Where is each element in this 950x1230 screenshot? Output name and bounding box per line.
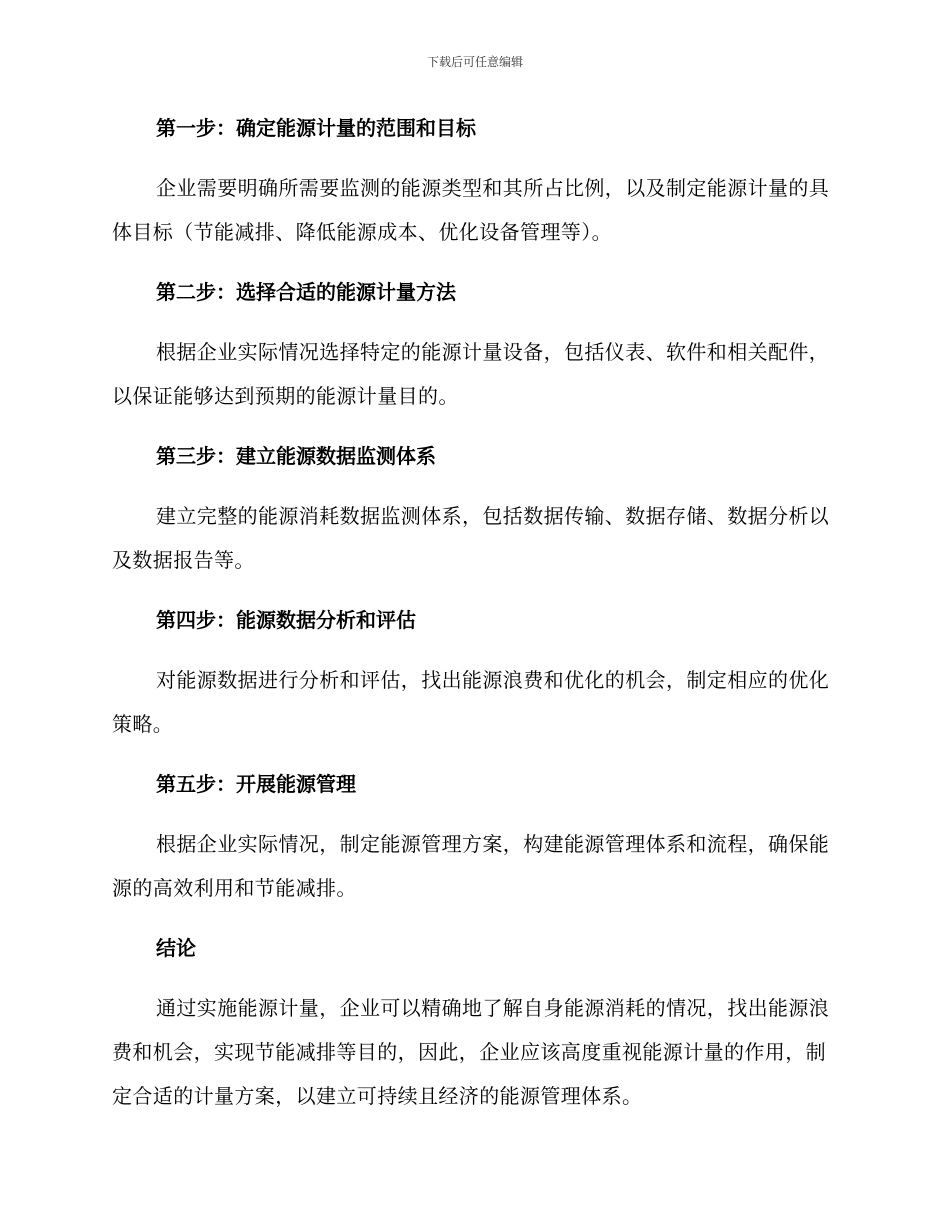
page-header: 下载后可任意编辑	[426, 55, 523, 69]
section-heading-step-2: 第二步：选择合适的能源计量方法	[156, 280, 456, 304]
section-paragraph-step-5: 根据企业实际情况，制定能源管理方案，构建能源管理体系和流程，确保能源的高效利用和节能减排。	[112, 832, 830, 900]
section-heading-step-5: 第五步：开展能源管理	[156, 772, 356, 796]
section-paragraph-conclusion: 通过实施能源计量，企业可以精确地了解自身能源消耗的情况，找出能源浪费和机会，实现节能减排等目的，因此，企业应该高度重视能源计量的作用，制定合适的计量方案，以建立可持续且经济的能源管理体系。	[112, 996, 830, 1108]
section-heading-step-1: 第一步：确定能源计量的范围和目标	[156, 116, 476, 140]
section-paragraph-step-2: 根据企业实际情况选择特定的能源计量设备，包括仪表、软件和相关配件，以保证能够达到预期的能源计量目的。	[112, 340, 830, 408]
section-heading-step-3: 第三步：建立能源数据监测体系	[156, 444, 436, 468]
section-paragraph-step-1: 企业需要明确所需要监测的能源类型和其所占比例，以及制定能源计量的具体目标（节能减排、降低能源成本、优化设备管理等）。	[112, 176, 830, 244]
section-heading-conclusion: 结论	[156, 936, 196, 960]
document-body	[112, 106, 832, 1134]
section-heading-step-4: 第四步：能源数据分析和评估	[156, 608, 416, 632]
section-paragraph-step-3: 建立完整的能源消耗数据监测体系，包括数据传输、数据存储、数据分析以及数据报告等。	[112, 504, 830, 572]
section-paragraph-step-4: 对能源数据进行分析和评估，找出能源浪费和优化的机会，制定相应的优化策略。	[112, 668, 830, 736]
